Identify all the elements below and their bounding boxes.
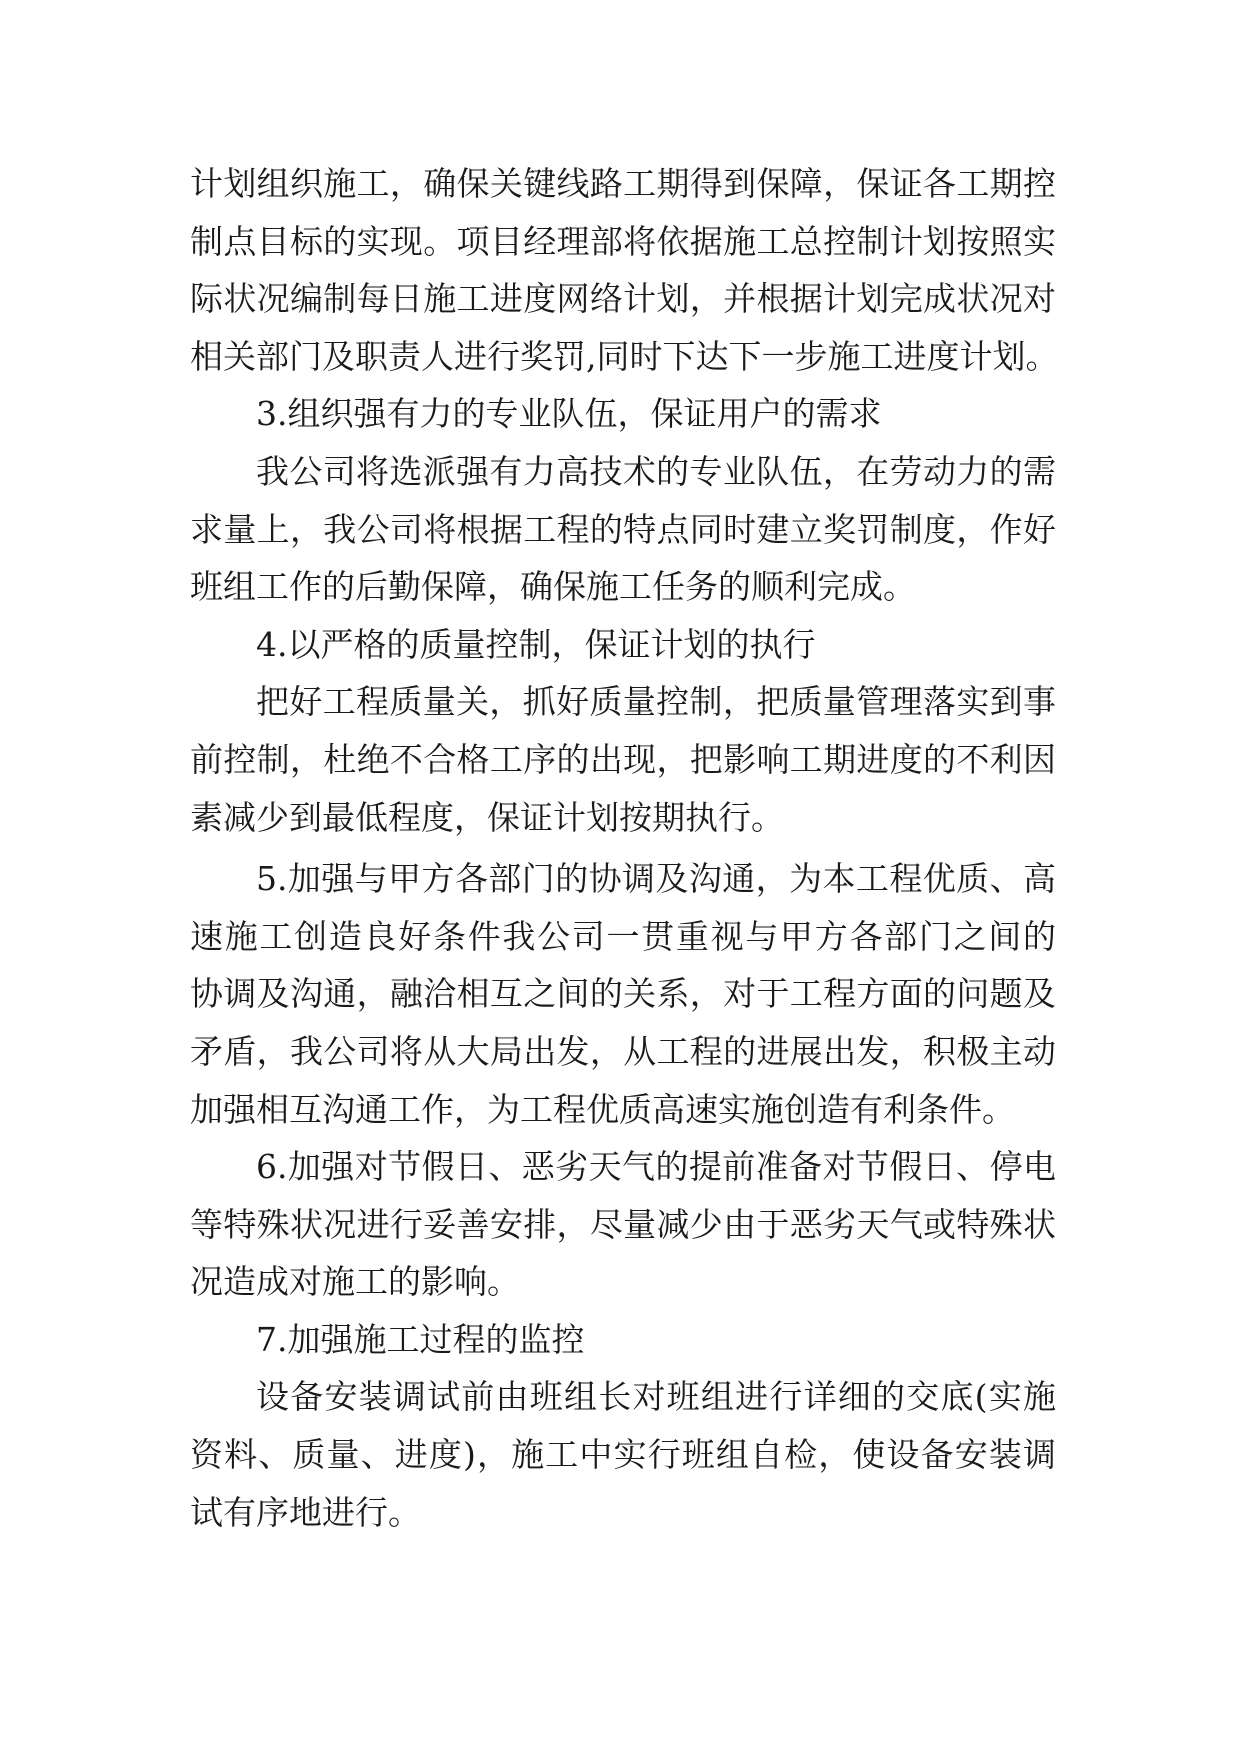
paragraph-7 <box>190 1368 1056 1541</box>
text-line: 把好工程质量关，抓好质量控制，把质量管理落实到事 <box>256 682 1056 722</box>
heading-text: 4.以严格的质量控制，保证计划的执行 <box>256 624 816 664</box>
text-line: 等特殊状况进行妥善安排，尽量减少由于恶劣天气或特殊状 <box>190 1204 1056 1244</box>
section-heading-7 <box>190 1311 1056 1369</box>
text-line: 资料、质量、进度)，施工中实行班组自检，使设备安装调 <box>190 1435 1056 1475</box>
paragraph-6 <box>190 1138 1056 1311</box>
text-line: 加强相互沟通工作，为工程优质高速实施创造有利条件。 <box>190 1089 1015 1129</box>
text-line: 素减少到最低程度，保证计划按期执行。 <box>190 797 784 837</box>
heading-text: 3.组织强有力的专业队伍，保证用户的需求 <box>256 394 882 434</box>
document-page <box>190 155 1059 1541</box>
text-line: 速施工创造良好条件我公司一贯重视与甲方各部门之间的 <box>190 916 1056 956</box>
text-line: 相关部门及职责人进行奖罚,同时下达下一步施工进度计划。 <box>190 336 1059 376</box>
text-line: 制点目标的实现。项目经理部将依据施工总控制计划按照实 <box>190 221 1056 261</box>
text-line: 求量上，我公司将根据工程的特点同时建立奖罚制度，作好 <box>190 509 1056 549</box>
text-line: 5.加强与甲方各部门的协调及沟通，为本工程优质、高 <box>256 859 1056 899</box>
section-heading-4 <box>190 616 1056 674</box>
text-line: 况造成对施工的影响。 <box>190 1262 520 1302</box>
section-heading-3 <box>190 385 1056 443</box>
text-line: 矛盾，我公司将从大局出发，从工程的进展出发，积极主动 <box>190 1031 1056 1071</box>
paragraph-5 <box>190 850 1056 1138</box>
text-line: 试有序地进行。 <box>190 1492 421 1532</box>
text-line: 设备安装调试前由班组长对班组进行详细的交底(实施 <box>256 1377 1056 1417</box>
text-line: 际状况编制每日施工进度网络计划，并根据计划完成状况对 <box>190 279 1056 319</box>
text-line: 协调及沟通，融洽相互之间的关系，对于工程方面的问题及 <box>190 974 1056 1014</box>
text-line: 班组工作的后勤保障，确保施工任务的顺利完成。 <box>190 567 916 607</box>
paragraph-2 <box>190 443 1056 616</box>
paragraph-3 <box>190 673 1056 846</box>
text-line: 前控制，杜绝不合格工序的出现，把影响工期进度的不利因 <box>190 739 1056 779</box>
paragraph-1 <box>190 155 1059 385</box>
heading-text: 7.加强施工过程的监控 <box>256 1319 585 1359</box>
text-line: 我公司将选派强有力高技术的专业队伍，在劳动力的需 <box>256 451 1056 491</box>
text-line: 6.加强对节假日、恶劣天气的提前准备对节假日、停电 <box>256 1147 1056 1187</box>
text-line: 计划组织施工，确保关键线路工期得到保障，保证各工期控 <box>190 164 1056 203</box>
